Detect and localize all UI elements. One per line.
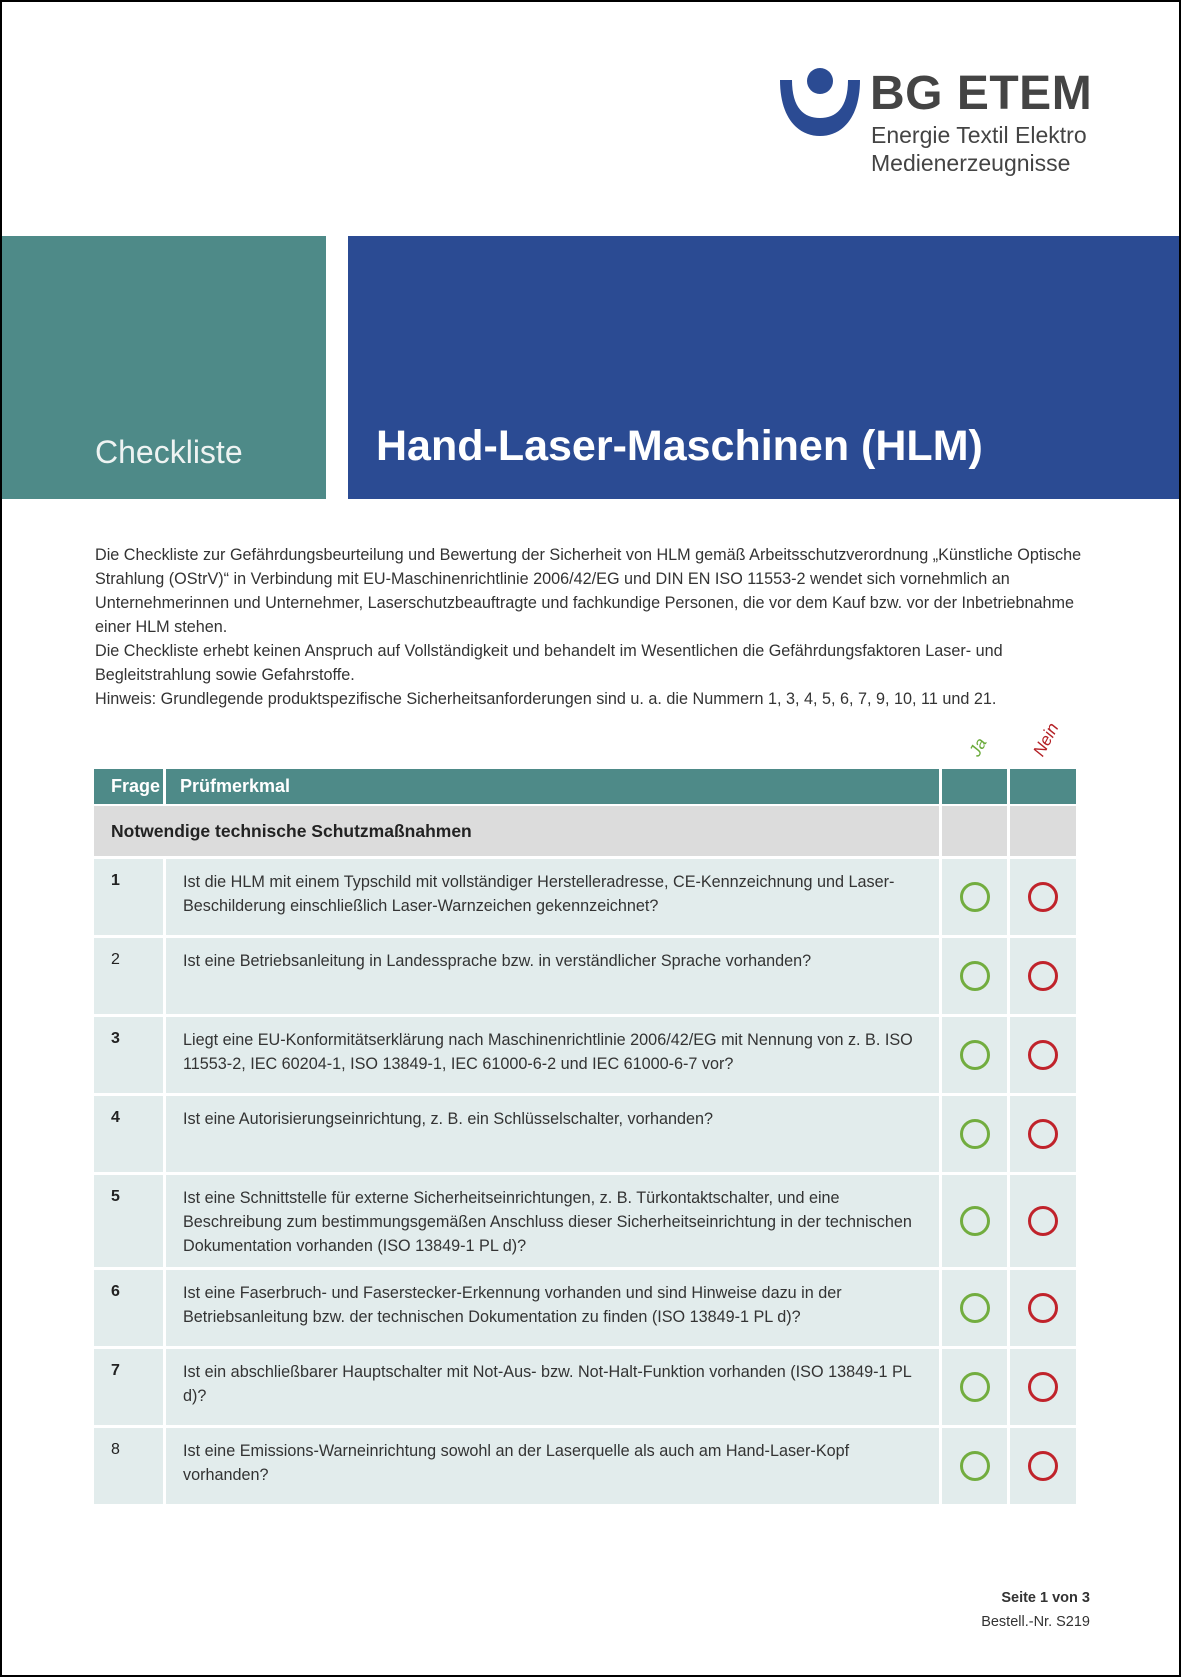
nein-cell	[1010, 859, 1076, 935]
table-row	[94, 938, 1084, 1014]
question-text: Ist eine Schnittstelle für externe Sicherheitseinrichtungen, z. B. Türkontaktschalter, und eine Beschreibung zum bestimmungsgemäßen Anschluss dieser Sicherheitseinrichtung in der technischen Dokumentation vorhanden (ISO 13849-1 PL d)?	[166, 1175, 939, 1267]
header-pruefmerkmal: Prüfmerkmal	[166, 769, 939, 804]
ja-radio[interactable]	[960, 882, 990, 912]
ja-cell	[942, 1428, 1007, 1504]
order-number: Bestell.-Nr. S219	[981, 1614, 1090, 1630]
ja-cell	[942, 1096, 1007, 1172]
section-row	[94, 806, 1084, 856]
nein-radio[interactable]	[1028, 882, 1058, 912]
question-number: 6	[94, 1270, 163, 1346]
nein-cell	[1010, 1349, 1076, 1425]
logo-subtitle-line1: Energie Textil Elektro	[871, 122, 1087, 148]
nein-cell	[1010, 1270, 1076, 1346]
ja-radio[interactable]	[960, 1206, 990, 1236]
question-number: 4	[94, 1096, 163, 1172]
bg-etem-logo	[778, 68, 1118, 178]
nein-cell	[1010, 1096, 1076, 1172]
logo-subtitle-line2: Medienerzeugnisse	[871, 150, 1071, 176]
nein-cell	[1010, 1428, 1076, 1504]
nein-radio[interactable]	[1028, 1206, 1058, 1236]
header-frage: Frage	[94, 769, 163, 804]
column-label-nein: Nein	[1029, 719, 1063, 760]
intro-note: Hinweis: Grundlegende produktspezifische Sicherheitsanforderungen sind u. a. die Nummern 1, 3, 4, 5, 6, 7, 9, 10, 11 und 21.	[95, 690, 997, 708]
question-number: 8	[94, 1428, 163, 1504]
table-header-row	[94, 769, 1084, 804]
intro-paragraph: Die Checkliste erhebt keinen Anspruch auf Vollständigkeit und behandelt im Wesentlichen die Gefährdungsfaktoren Laser- und Begleitstrahlung sowie Gefahrstoffe.	[95, 642, 1003, 684]
ja-radio[interactable]	[960, 1040, 990, 1070]
page-title: Hand-Laser-Maschinen (HLM)	[376, 422, 983, 470]
checklist-table	[94, 769, 1084, 1504]
question-text: Ist eine Betriebsanleitung in Landessprache bzw. in verständlicher Sprache vorhanden?	[166, 938, 939, 1014]
intro-paragraph: Die Checkliste zur Gefährdungsbeurteilung und Bewertung der Sicherheit von HLM gemäß Arbeitsschutzverordnung „Künstliche Optische Strahlung (OStrV)“ in Verbindung mit EU-Maschinenrichtlinie 2006/42/EG und DIN EN ISO 11553-2 wendet sich vornehmlich an Unternehmerinnen und Unternehmer, Laserschutzbeauftragte und fachkundige Personen, die vor dem Kauf bzw. vor der Inbetriebnahme einer HLM stehen.	[95, 546, 1082, 636]
question-text: Ist eine Autorisierungseinrichtung, z. B. ein Schlüsselschalter, vorhanden?	[166, 1096, 939, 1172]
nein-radio[interactable]	[1028, 1040, 1058, 1070]
nein-cell	[1010, 1175, 1076, 1267]
logo-brand: BG ETEM	[870, 67, 1093, 120]
table-row	[94, 1428, 1084, 1504]
logo-figure-icon	[778, 68, 862, 140]
header-ja-cell	[942, 769, 1007, 804]
question-text: Ist eine Faserbruch- und Faserstecker-Erkennung vorhanden und sind Hinweise dazu in der Betriebsanleitung bzw. der technischen Dokumentation zu finden (ISO 13849-1 PL d)?	[166, 1270, 939, 1346]
nein-radio[interactable]	[1028, 1372, 1058, 1402]
page-number: Seite 1 von 3	[1001, 1590, 1090, 1606]
ja-cell	[942, 1017, 1007, 1093]
ja-cell	[942, 938, 1007, 1014]
question-number: 2	[94, 938, 163, 1014]
section-ja-cell	[942, 806, 1007, 856]
question-number: 3	[94, 1017, 163, 1093]
intro-text	[95, 543, 1085, 711]
ja-radio[interactable]	[960, 1451, 990, 1481]
ja-cell	[942, 1175, 1007, 1267]
question-number: 7	[94, 1349, 163, 1425]
table-row	[94, 1270, 1084, 1346]
nein-cell	[1010, 1017, 1076, 1093]
question-number: 5	[94, 1175, 163, 1267]
table-row	[94, 1017, 1084, 1093]
question-text: Ist die HLM mit einem Typschild mit vollständiger Herstelleradresse, CE-Kennzeichnung und Laser-Beschilderung einschließlich Laser-Warnzeichen gekennzeichnet?	[166, 859, 939, 935]
ja-cell	[942, 1349, 1007, 1425]
section-nein-cell	[1010, 806, 1076, 856]
page-footer	[981, 1586, 1090, 1634]
column-label-ja: Ja	[965, 734, 991, 760]
question-text: Liegt eine EU-Konformitätserklärung nach Maschinenrichtlinie 2006/42/EG mit Nennung von z. B. ISO 11553-2, IEC 60204-1, ISO 13849-1, IEC 61000-6-2 und IEC 61000-6-7 vor?	[166, 1017, 939, 1093]
ja-radio[interactable]	[960, 1372, 990, 1402]
nein-radio[interactable]	[1028, 961, 1058, 991]
question-text: Ist ein abschließbarer Hauptschalter mit Not-Aus- bzw. Not-Halt-Funktion vorhanden (ISO 13849-1 PL d)?	[166, 1349, 939, 1425]
table-row	[94, 1349, 1084, 1425]
category-label: Checkliste	[95, 434, 243, 470]
table-row	[94, 1096, 1084, 1172]
header-nein-cell	[1010, 769, 1076, 804]
nein-radio[interactable]	[1028, 1293, 1058, 1323]
table-row	[94, 1175, 1084, 1267]
nein-radio[interactable]	[1028, 1451, 1058, 1481]
title-band	[348, 236, 1179, 499]
ja-cell	[942, 859, 1007, 935]
category-band	[2, 236, 326, 499]
nein-cell	[1010, 938, 1076, 1014]
ja-radio[interactable]	[960, 1119, 990, 1149]
table-row	[94, 859, 1084, 935]
ja-radio[interactable]	[960, 961, 990, 991]
ja-cell	[942, 1270, 1007, 1346]
question-text: Ist eine Emissions-Warneinrichtung sowohl an der Laserquelle als auch am Hand-Laser-Kopf vorhanden?	[166, 1428, 939, 1504]
question-number: 1	[94, 859, 163, 935]
ja-radio[interactable]	[960, 1293, 990, 1323]
nein-radio[interactable]	[1028, 1119, 1058, 1149]
section-title: Notwendige technische Schutzmaßnahmen	[94, 806, 939, 856]
